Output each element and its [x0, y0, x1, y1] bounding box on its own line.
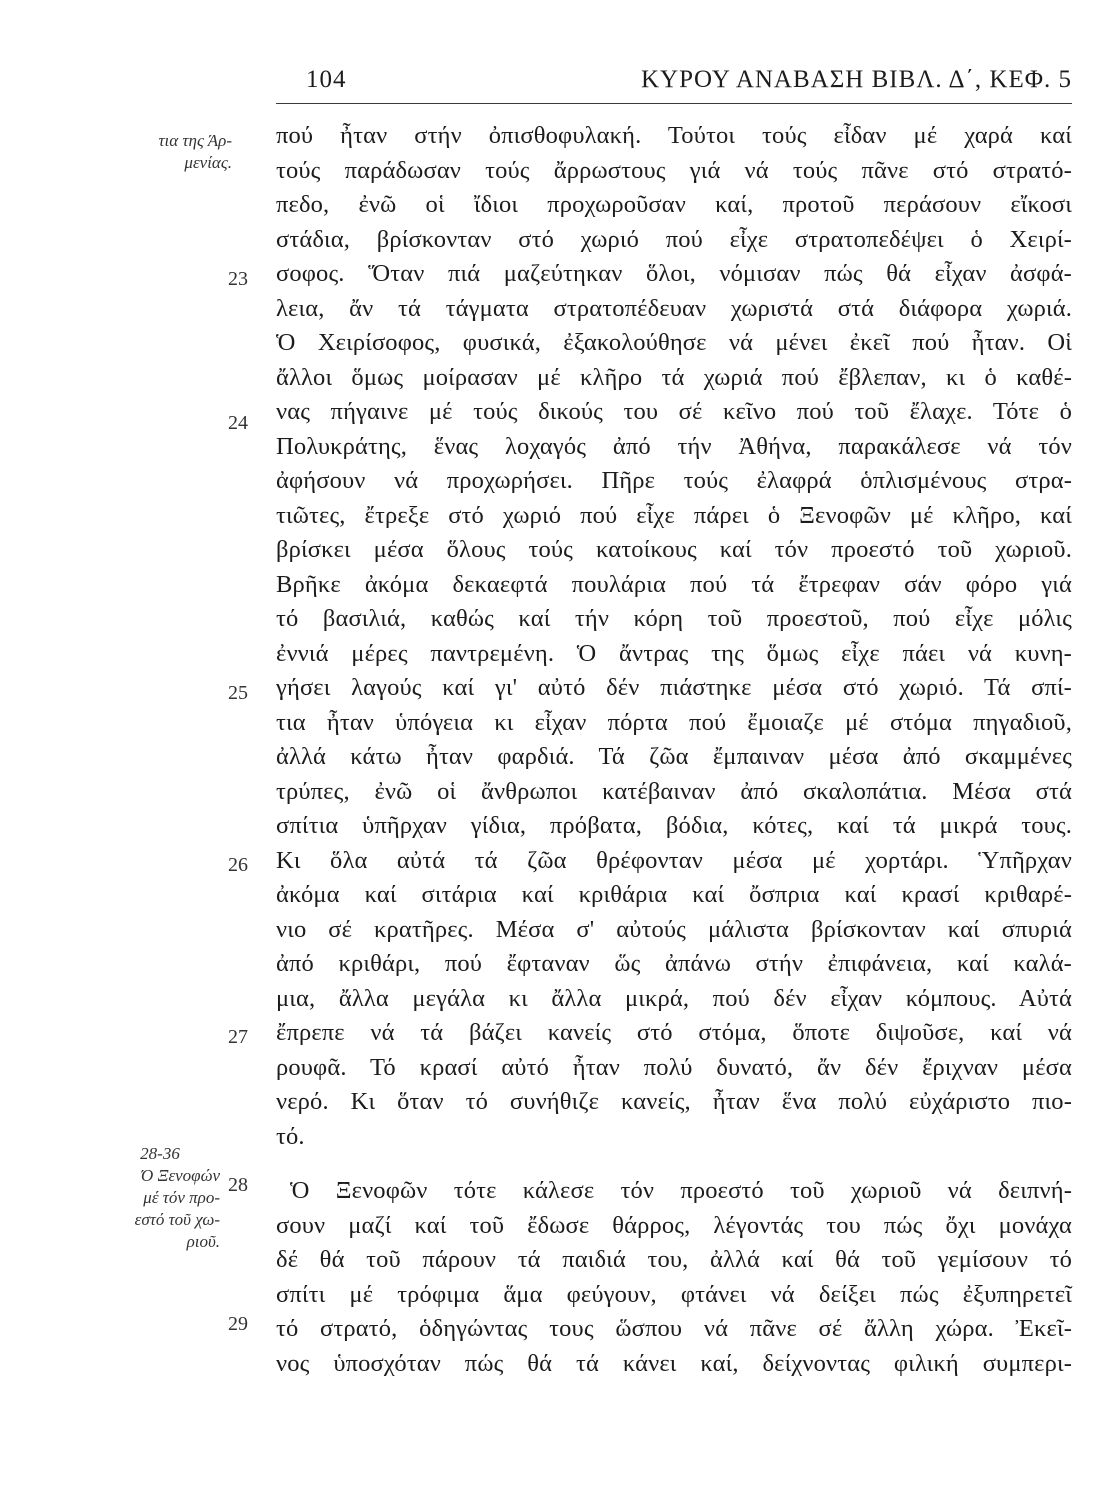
margin-note-range: 28-36 [140, 1144, 180, 1163]
text-line: τό βασιλιά, καθώς καί τήν κόρη τοῦ προεστοῦ, πού εἶχε μόλις [276, 605, 1072, 632]
running-title: ΚΥΡΟΥ ΑΝΑΒΑΣΗ ΒΙΒΛ. Δ΄, ΚΕΦ. 5 [641, 66, 1072, 93]
page-number: 104 [306, 66, 347, 93]
margin-note-line: εστό τοῦ χω- [134, 1210, 220, 1229]
section-number: 24 [228, 412, 248, 434]
section-number: 25 [228, 682, 248, 704]
margin-note-line: τια της Άρ- [158, 131, 232, 150]
margin-note-line: Ό Ξενοφών [141, 1166, 220, 1185]
text-line: μια, ἄλλα μεγάλα κι ἄλλα μικρά, πού δέν εἶχαν κόμπους. Αὐτά [276, 984, 1072, 1012]
text-line: ἔπρεπε νά τά βάζει κανείς στό στόμα, ὅποτε διψοῦσε, καί νά [276, 1019, 1072, 1046]
text-line: νας πήγαινε μέ τούς δικούς του σέ κεῖνο πού τοῦ ἔλαχε. Τότε ὁ [276, 398, 1072, 425]
text-line: ἀφήσουν νά προχωρήσει. Πῆρε τούς ἐλαφρά ὁπλισμένους στρα- [276, 467, 1072, 494]
text-line: τρύπες, ἐνῶ οἱ ἄνθρωποι κατέβαιναν ἀπό σκαλοπάτια. Μέσα στά [276, 777, 1072, 805]
text-line: σπίτια ὑπῆρχαν γίδια, πρόβατα, βόδια, κότες, καί τά μικρά τους. [276, 812, 1072, 839]
text-line: βρίσκει μέσα ὅλους τούς κατοίκους καί τόν προεστό τοῦ χωριοῦ. [276, 536, 1072, 563]
section-number: 28 [228, 1174, 248, 1196]
text-line: Βρῆκε ἀκόμα δεκαεφτά πουλάρια πού τά ἔτρεφαν σάν φόρο γιά [276, 570, 1072, 598]
text-line: ἀκόμα καί σιτάρια καί κριθάρια καί ὄσπρια καί κρασί κριθαρέ- [276, 881, 1072, 908]
text-line: τούς παράδωσαν τούς ἄρρωστους γιά νά τούς πᾶνε στό στρατό- [276, 156, 1072, 184]
text-line: σοφος. Ὅταν πιά μαζεύτηκαν ὅλοι, νόμισαν πώς θά εἶχαν ἀσφά- [276, 260, 1072, 287]
text-line: λεια, ἄν τά τάγματα στρατοπέδευαν χωριστά στά διάφορα χωριά. [276, 294, 1072, 322]
text-line: σπίτι μέ τρόφιμα ἅμα φεύγουν, φτάνει νά δείξει πώς ἐξυπηρετεῖ [276, 1280, 1072, 1308]
text-line: στάδια, βρίσκονταν στό χωριό πού εἶχε στρατοπεδέψει ὁ Χειρί- [276, 225, 1072, 253]
section-number: 27 [228, 1026, 248, 1048]
text-line: τιῶτες, ἔτρεξε στό χωριό πού εἶχε πάρει ὁ Ξενοφῶν μέ κλῆρο, καί [276, 501, 1072, 529]
text-line: γήσει λαγούς καί γι' αὐτό δέν πιάστηκε μέσα στό χωριό. Τά σπί- [276, 674, 1072, 701]
margin-note-top [60, 130, 232, 174]
text-line: Πολυκράτης, ἕνας λοχαγός ἀπό τήν Ἀθήνα, παρακάλεσε νά τόν [276, 432, 1072, 460]
text-line: σουν μαζί καί τοῦ ἔδωσε θάρρος, λέγοντάς του πώς ὄχι μονάχα [276, 1211, 1072, 1239]
text-line: πεδο, ἐνῶ οἱ ἴδιοι προχωροῦσαν καί, προτοῦ περάσουν εἴκοσι [276, 191, 1072, 218]
text-line: τό στρατό, ὁδηγώντας τους ὥσπου νά πᾶνε σέ ἄλλη χώρα. Ἐκεῖ- [276, 1315, 1072, 1342]
text-line: ρουφᾶ. Τό κρασί αὐτό ἦταν πολύ δυνατό, ἄν δέν ἔριχναν μέσα [276, 1053, 1072, 1081]
text-line: ἀλλά κάτω ἦταν φαρδιά. Τά ζῶα ἔμπαιναν μέσα ἀπό σκαμμένες [276, 743, 1072, 770]
margin-note-line: ριοῦ. [186, 1232, 220, 1251]
section-number: 26 [228, 854, 248, 876]
text-line: Ὁ Ξενοφῶν τότε κάλεσε τόν προεστό τοῦ χωριοῦ νά δειπνή- [290, 1177, 1072, 1204]
text-line: Ὁ Χειρίσοφος, φυσικά, ἐξακολούθησε νά μένει ἐκεῖ πού ἦταν. Οἱ [276, 329, 1072, 356]
text-line: πού ἦταν στήν ὀπισθοφυλακή. Τούτοι τούς εἶδαν μέ χαρά καί [276, 122, 1072, 149]
header-rule [276, 103, 1072, 104]
text-line: ἐννιά μέρες παντρεμένη. Ὁ ἄντρας της ὅμως εἶχε πάει νά κυνη- [276, 639, 1072, 667]
margin-note-line: μενίας. [184, 153, 232, 172]
section-number: 29 [228, 1313, 248, 1335]
text-line: τια ἦταν ὑπόγεια κι εἶχαν πόρτα πού ἔμοιαζε μέ στόμα πηγαδιοῦ, [276, 708, 1072, 736]
margin-note-line: μέ τόν προ- [143, 1188, 220, 1207]
text-line: ἄλλοι ὅμως μοίρασαν μέ κλῆρο τά χωριά πού ἔβλεπαν, κι ὁ καθέ- [276, 363, 1072, 391]
text-line: τό. [276, 1122, 305, 1150]
text-line: δέ θά τοῦ πάρουν τά παιδιά του, ἀλλά καί θά τοῦ γεμίσουν τό [276, 1246, 1072, 1273]
margin-note-bottom [60, 1143, 220, 1253]
text-line: ἀπό κριθάρι, πού ἔφταναν ὥς ἀπάνω στήν ἐπιφάνεια, καί καλά- [276, 950, 1072, 977]
text-line: νιο σέ κρατῆρες. Μέσα σ' αὐτούς μάλιστα βρίσκονταν καί σπυριά [276, 915, 1072, 943]
page-header [276, 62, 1072, 102]
text-line: νος ὑποσχόταν πώς θά τά κάνει καί, δείχνοντας φιλική συμπερι- [276, 1349, 1072, 1377]
text-line: νερό. Κι ὅταν τό συνήθιζε κανείς, ἦταν ἕνα πολύ εὐχάριστο πιο- [276, 1088, 1072, 1115]
section-number: 23 [228, 268, 248, 290]
text-line: Κι ὅλα αὐτά τά ζῶα θρέφονταν μέσα μέ χορτάρι. Ὑπῆρχαν [276, 846, 1072, 874]
